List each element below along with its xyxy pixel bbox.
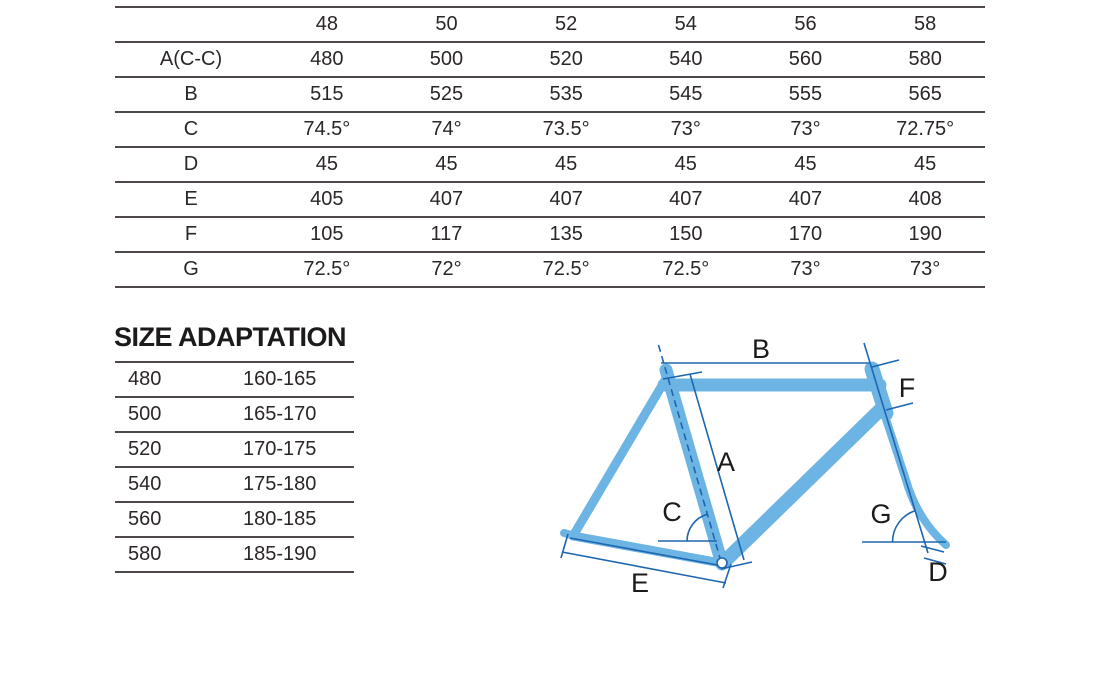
geometry-cell: 72.5° <box>662 258 710 280</box>
geometry-row-label: F <box>184 223 198 245</box>
geometry-cell: 580 <box>908 48 942 70</box>
geometry-cell: 565 <box>908 83 942 105</box>
geometry-cell: 480 <box>310 48 344 70</box>
geometry-cell: 74° <box>431 118 462 140</box>
geometry-cell: 72.5° <box>542 258 590 280</box>
geometry-cell: 73° <box>790 258 821 280</box>
chain-stay-axis <box>570 538 723 566</box>
geometry-col-header: 50 <box>435 13 458 35</box>
geometry-cell: 520 <box>549 48 583 70</box>
geometry-cell: 405 <box>310 188 344 210</box>
dimension-e-left-tick <box>561 534 568 558</box>
geometry-col-header: 54 <box>674 13 697 35</box>
geometry-cell: 555 <box>788 83 823 105</box>
fork-blade <box>884 413 946 545</box>
height-range: 160-165 <box>243 368 317 390</box>
angle-g-arc <box>893 511 916 543</box>
label-a: A <box>716 447 736 477</box>
geometry-col-header: 58 <box>914 13 937 35</box>
geometry-row-label: D <box>183 153 199 175</box>
geometry-cell: 117 <box>430 223 463 245</box>
geometry-cell: 45 <box>435 153 458 175</box>
label-c: C <box>662 497 682 527</box>
geometry-cell: 407 <box>669 188 703 210</box>
down-tube <box>724 409 881 562</box>
geometry-cell: 45 <box>674 153 697 175</box>
dimension-d-tick-1 <box>921 546 944 552</box>
height-range: 180-185 <box>243 508 317 530</box>
height-range: 170-175 <box>243 438 317 460</box>
geometry-cell: 72° <box>431 258 462 280</box>
seat-stay <box>573 377 667 536</box>
geometry-cell: 515 <box>310 83 344 105</box>
geometry-col-header: 56 <box>794 13 817 35</box>
geometry-cell: 73° <box>910 258 941 280</box>
geometry-cell: 500 <box>429 48 464 70</box>
geometry-cell: 190 <box>908 223 942 245</box>
geometry-cell: 105 <box>310 223 344 245</box>
height-range: 165-170 <box>243 403 317 425</box>
geometry-cell: 45 <box>794 153 817 175</box>
geometry-cell: 407 <box>429 188 464 210</box>
label-g: G <box>870 499 892 529</box>
geometry-cell: 72.75° <box>896 118 955 140</box>
size-adaptation-title: SIZE ADAPTATION <box>114 322 346 352</box>
geometry-cell: 73° <box>670 118 701 140</box>
size-value: 580 <box>128 543 162 565</box>
geometry-cell: 72.5° <box>303 258 351 280</box>
geometry-row-label: A(C-C) <box>159 48 223 70</box>
geometry-row-label: C <box>183 118 199 140</box>
label-d: D <box>928 557 948 587</box>
label-e: E <box>630 568 650 598</box>
geometry-cell: 535 <box>549 83 583 105</box>
geometry-cell: 150 <box>669 223 703 245</box>
geometry-cell: 560 <box>788 48 823 70</box>
geometry-row-label: E <box>184 188 198 210</box>
geometry-cell: 135 <box>549 223 583 245</box>
geometry-cell: 407 <box>549 188 583 210</box>
geometry-cell: 408 <box>908 188 942 210</box>
geometry-cell: 74.5° <box>303 118 351 140</box>
geometry-cell: 45 <box>555 153 578 175</box>
height-range: 175-180 <box>243 473 317 495</box>
geometry-cell: 73° <box>790 118 821 140</box>
bottom-bracket <box>717 558 727 568</box>
label-b: B <box>751 334 771 364</box>
label-f: F <box>898 373 916 403</box>
size-value: 500 <box>128 403 162 425</box>
geometry-cell: 170 <box>788 223 823 245</box>
size-value: 520 <box>128 438 162 460</box>
geometry-cell: 45 <box>315 153 338 175</box>
geometry-row-label: B <box>184 83 198 105</box>
geometry-cell: 45 <box>914 153 937 175</box>
geometry-row-label: G <box>183 258 199 280</box>
geometry-cell: 407 <box>788 188 823 210</box>
size-value: 480 <box>128 368 162 390</box>
geometry-col-header: 48 <box>315 13 338 35</box>
size-value: 540 <box>128 473 162 495</box>
geometry-cell: 545 <box>669 83 703 105</box>
geometry-cell: 525 <box>429 83 464 105</box>
geometry-cell: 540 <box>669 48 703 70</box>
size-value: 560 <box>128 508 162 530</box>
geometry-cell: 73.5° <box>542 118 590 140</box>
geometry-col-header: 52 <box>555 13 578 35</box>
height-range: 185-190 <box>243 543 317 565</box>
